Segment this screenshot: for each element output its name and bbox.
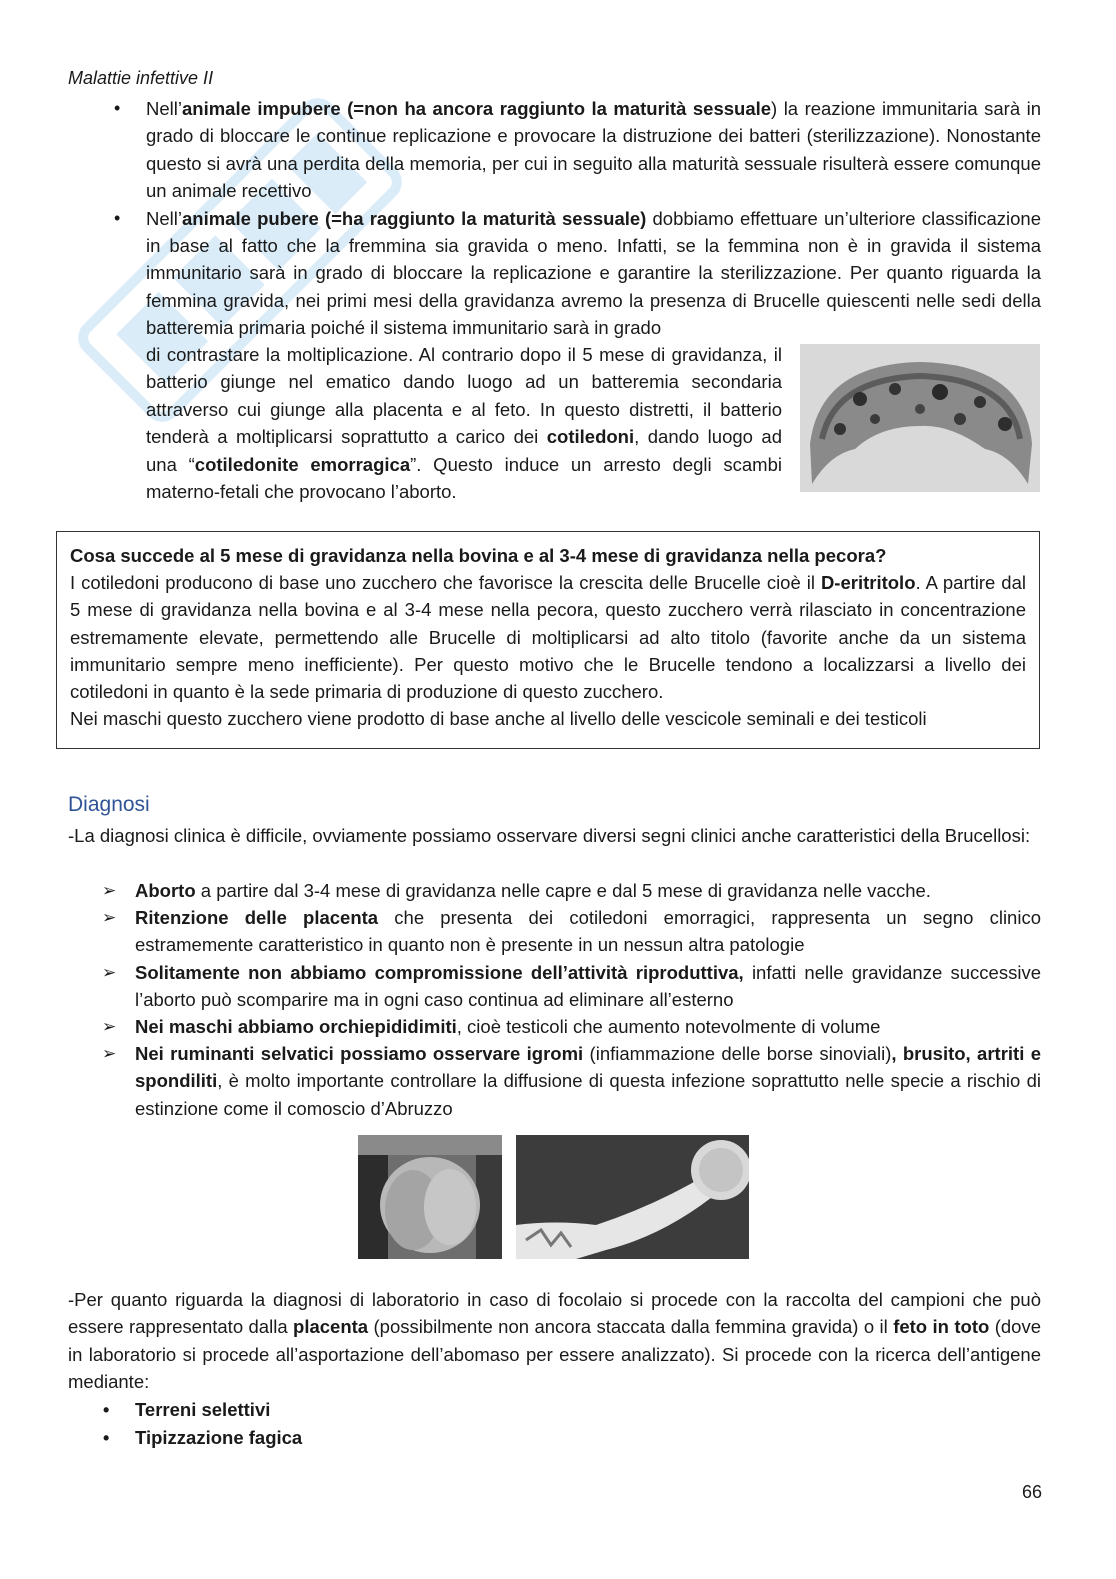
bullet-icon: • [114,207,121,228]
list-item: ➢ Nei maschi abbiamo orchiepididimiti, cioè testicoli che aumento notevolmente di volume [135,1013,1041,1040]
fetus-photo [516,1135,749,1259]
lab-methods-list [103,1396,303,1452]
term-placenta: placenta [293,1316,369,1338]
arrow-bullet-icon: ➢ [102,908,117,928]
page-number: 66 [1021,1482,1042,1502]
term-cotiledoni: cotiledoni [546,426,635,448]
list-item: • Tipizzazione fagica [135,1424,302,1452]
bullet-bold: animale pubere (=ha raggiunto la maturità sessuale) [181,207,647,229]
arrow-bullet-icon: ➢ [102,962,117,982]
list-item: ➢ Nei ruminanti selvatici possiamo osservare igromi (infiammazione delle borse sinoviali), brusito, artriti e spondiliti, è molto importante controllare la diffusione di questa infezione soprattutto nelle specie a rischio di estinzione come il comoscio d’Abruzzo [135,1040,1041,1122]
placenta-photo [800,344,1040,492]
clinical-signs-list [102,877,1041,1122]
term-cotiledonite: cotiledonite emorragica [194,453,411,475]
list-item: ➢ Aborto a partire dal 3-4 mese di gravidanza nelle capre e dal 5 mese di gravidanza nelle vacche. [135,877,1041,904]
document-header-title: Malattie infettive II [68,68,214,88]
bullet-text: ) la reazione immunitaria sarà in grado di bloccare le continue replicazione e provocare la distruzione dei batteri (sterilizzazione). Nonostante questo si avrà una perdita della memoria, per cui in seguito alla maturità sessuale risulterà essere comunque un animale recettivo [146,98,1041,202]
term-feto: feto in toto [893,1316,990,1338]
diagnosis-intro: -La diagnosi clinica è difficile, ovviamente possiamo osservare diversi segni clinici anche caratteristici della Brucellosi: [68,825,1031,846]
bullet-bold: animale impubere (=non ha ancora raggiunto la maturità sessuale [181,98,772,119]
placenta-paragraph: di contrastare la moltiplicazione. Al contrario dopo il 5 mese di gravidanza, il batterio giunge nel ematico dando luogo ad un batteremia secondaria attraverso cui giunge alla placenta e al feto. In questo distretti, il batterio tenderà a moltiplicarsi soprattutto a carico dei cotiledoni, dando luogo ad una “cotiledonite emorragica”. Questo induce un arresto degli scambi materno-fetali che provocano l’aborto. [146,344,782,503]
list-item: • Terreni selettivi [135,1396,302,1424]
list-item: ➢ Solitamente non abbiamo compromissione dell’attività riproduttiva, infatti nelle gravidanze successive l’aborto può scomparire ma in ogni caso continua ad eliminare all’esterno [135,959,1041,1013]
bullet-text: dobbiamo effettuare un’ulteriore classificazione in base al fatto che la fremmina sia gravida o meno. Infatti, se la femmina non è in gravida il sistema immunitario sarà in grado di bloccare la replicazione e garantire la sterilizzazione. Per quanto riguarda la femmina gravida, nei primi mesi della gravidanza avremo la presenza di Brucelle quiescenti nelle sedi della batteremia primaria poiché il sistema immunitario sarà in grado [146,207,1041,339]
box-question: Cosa succede al 5 mese di gravidanza nella bovina e al 3-4 mese di gravidanza nella pecora? [70,545,887,566]
box-note: Nei maschi questo zucchero viene prodotto di base anche al livello delle vescicole seminali e dei testicoli [70,708,927,730]
box-answer: I cotiledoni producono di base uno zucchero che favorisce la crescita delle Brucelle cioè il D-eritritolo. A partire dal 5 mese di gravidanza nella bovina e al 3-4 mese nella pecora, questo zucchero verrà rilasciato in concentrazione estremamente elevate, permettendo alle Brucelle di moltiplicarsi ad alto titolo (favorite anche da un sistema immunitario sempre meno inefficiente). Per questo motivo che le Brucelle tendono a localizzarsi a livello dei cotiledoni in quanto è la sede primaria di produzione di questo zucchero. [70,572,1026,703]
orchitis-photo [358,1135,502,1259]
section-title: Diagnosi [68,793,150,816]
arrow-bullet-icon: ➢ [102,881,117,900]
bullet-prefix: Nell’ [146,98,182,119]
info-box [56,531,1040,749]
term-d-eritritolo: D-eritritolo [820,572,916,594]
bullet-icon: • [103,1428,110,1448]
intro-bullets [114,95,1041,342]
bullet-item-impubere [114,95,1041,205]
arrow-bullet-icon: ➢ [102,1044,117,1064]
lab-diagnosis-paragraph: -Per quanto riguarda la diagnosi di laboratorio in caso di focolaio si procede con la raccolta del campioni che può essere rappresentato dalla placenta (possibilmente non ancora staccata dalla femmina gravida) o il feto in toto (dove in laboratorio si procede all’asportazione dell’abomaso per essere analizzato). Si procede con la ricerca dell’antigene mediante: [68,1289,1041,1393]
bullet-icon: • [114,98,121,118]
bullet-prefix: Nell’ [146,207,182,229]
bullet-icon: • [103,1400,110,1420]
arrow-bullet-icon: ➢ [102,1017,117,1037]
bullet-item-pubere [114,205,1041,342]
list-item: ➢ Ritenzione delle placenta che presenta dei cotiledoni emorragici, rappresenta un segno clinico estramemente caratteristico in quanto non è presente in un nessun altra patologie [135,904,1041,958]
